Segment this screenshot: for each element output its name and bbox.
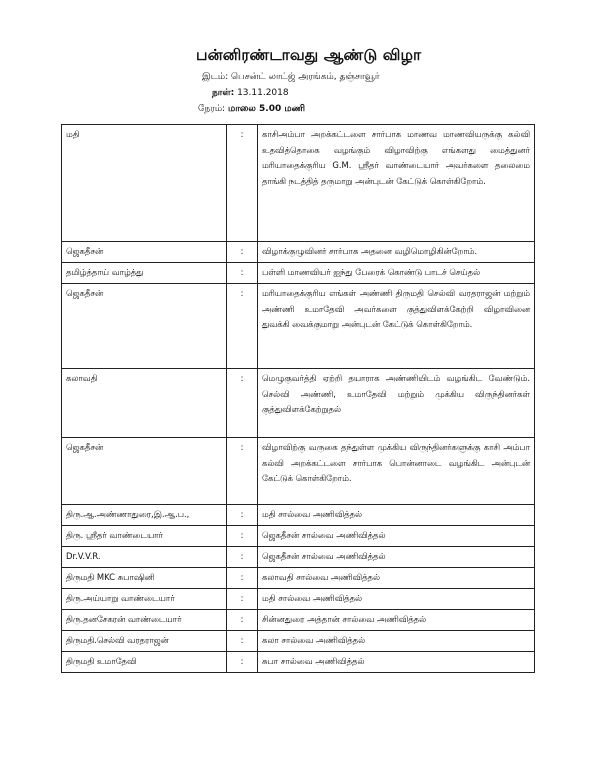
date-label: நாள்: — [212, 88, 235, 98]
colon-cell: : — [227, 631, 258, 652]
speaker-cell: ஜெகதீசன் — [62, 242, 227, 263]
colon-cell: : — [227, 505, 258, 526]
description-cell: காசிஅம்பா அறக்கட்டளை சார்பாக மாணவ மாணவியருக்கு கல்வி உதவித்தொகை வழங்கும் விழாவிற்கு எங்களது மைத்துனர் மரியாதைக்குரிய G.M. ஸ்ரீதர் வாண்டையார் அவர்களை தலைமை தாங்கி நடத்தித் தருமாறு அன்புடன் கேட்டுக் கொள்கிறோம். — [258, 125, 535, 242]
speaker-cell: கலாவதி — [62, 369, 227, 438]
page-title: பன்னிரண்டாவது ஆண்டு விழா — [196, 46, 422, 64]
description-cell: மதி சால்வை அணிவித்தல் — [258, 589, 535, 610]
table-row — [62, 263, 535, 284]
colon-cell: : — [227, 610, 258, 631]
speaker-cell: தமிழ்த்தாய் வாழ்த்து — [62, 263, 227, 284]
honoree-cell: திரு.அய்யாறு வாண்டையார் — [62, 589, 227, 610]
honoree-cell: திருமதி MKC சுபாஷினி — [62, 568, 227, 589]
table-row — [62, 631, 535, 652]
table-row — [62, 610, 535, 631]
colon-cell: : — [227, 589, 258, 610]
colon-cell: : — [227, 369, 258, 438]
colon-cell: : — [227, 547, 258, 568]
description-cell: ஜெகதீசன் சால்வை அணிவித்தல் — [258, 547, 535, 568]
honoree-cell: திரு.தனசேகரன் வாண்டையார் — [62, 610, 227, 631]
honoree-cell: திருமதி.செல்வி வரதராஜன் — [62, 631, 227, 652]
description-cell: விழாவிற்கு வருகை தந்துள்ள முக்கிய விருந்தினர்களுக்கு காசி அம்பா கல்வி அறக்கட்டளை சார்பாக பொன்னாடை வழங்கிட அன்புடன் கேட்டுக் கொள்கிறோம். — [258, 438, 535, 505]
description-cell: மதி சால்வை அணிவித்தல் — [258, 505, 535, 526]
time-line — [198, 104, 305, 115]
table-row — [62, 438, 535, 505]
speaker-cell: ஜெகதீசன் — [62, 284, 227, 369]
colon-cell: : — [227, 568, 258, 589]
description-cell: ஜெகதீசன் சால்வை அணிவித்தல் — [258, 526, 535, 547]
description-cell: விழாக்குழுவினர் சார்பாக அதனை வழிமொழிகின்றோம். — [258, 242, 535, 263]
table-row — [62, 284, 535, 369]
date-value: 13.11.2018 — [237, 88, 289, 98]
honoree-cell: திருமதி உமாதேவி — [62, 652, 227, 673]
honoree-cell: திரு.ஆ.அண்ணாதுரை,இ.ஆ.ப., — [62, 505, 227, 526]
speaker-cell: ஜெகதீசன் — [62, 438, 227, 505]
table-row — [62, 369, 535, 438]
time-label: நேரம்: — [198, 104, 226, 114]
colon-cell: : — [227, 652, 258, 673]
program-schedule-table — [61, 124, 535, 673]
table-row — [62, 242, 535, 263]
table-row — [62, 505, 535, 526]
table-row — [62, 125, 535, 242]
colon-cell: : — [227, 438, 258, 505]
colon-cell: : — [227, 263, 258, 284]
time-value: மாலை 5.00 மணி — [227, 104, 306, 114]
colon-cell: : — [227, 284, 258, 369]
speaker-cell: மதி — [62, 125, 227, 242]
table-row — [62, 589, 535, 610]
table-row — [62, 526, 535, 547]
honoree-cell: Dr.V.V.R. — [62, 547, 227, 568]
table-row — [62, 568, 535, 589]
description-cell: கலாவதி சால்வை அணிவித்தல் — [258, 568, 535, 589]
table-row — [62, 547, 535, 568]
description-cell: பள்ளி மாணவியர் ஐந்து பேரைக் கொண்டு பாடச் செய்தல் — [258, 263, 535, 284]
description-cell: மெழுகுவர்த்தி ஏற்றி தயாராக அண்ணியிடம் வழங்கிட வேண்டும். செல்வி அண்ணி, உமாதேவி மற்றும் முக்கிய விருந்தினர்கள் குத்துவிளக்கேற்றுதல் — [258, 369, 535, 438]
description-cell: மரியாதைக்குரிய எங்கள் அண்ணி திருமதி செல்வி வரதராஜன் மற்றும் அண்ணி உமாதேவி அவர்களை குத்துவிளக்கேற்றி விழாவினை துவக்கி வைக்குமாறு அன்புடன் கேட்டுக் கொள்கிறோம். — [258, 284, 535, 369]
description-cell: சின்னதுரை அத்தான் சால்வை அணிவித்தல் — [258, 610, 535, 631]
table-row — [62, 652, 535, 673]
colon-cell: : — [227, 242, 258, 263]
colon-cell: : — [227, 526, 258, 547]
honoree-cell: திரு. ஸ்ரீதர் வாண்டையார் — [62, 526, 227, 547]
venue-line: இடம்: பெசன்ட் லாட்ஜ் அரங்கம், தஞ்சாவூர் — [202, 72, 380, 82]
description-cell: கலா சால்வை அணிவித்தல் — [258, 631, 535, 652]
date-line — [212, 88, 289, 99]
description-cell: சுபா சால்வை அணிவித்தல் — [258, 652, 535, 673]
colon-cell: : — [227, 125, 258, 242]
